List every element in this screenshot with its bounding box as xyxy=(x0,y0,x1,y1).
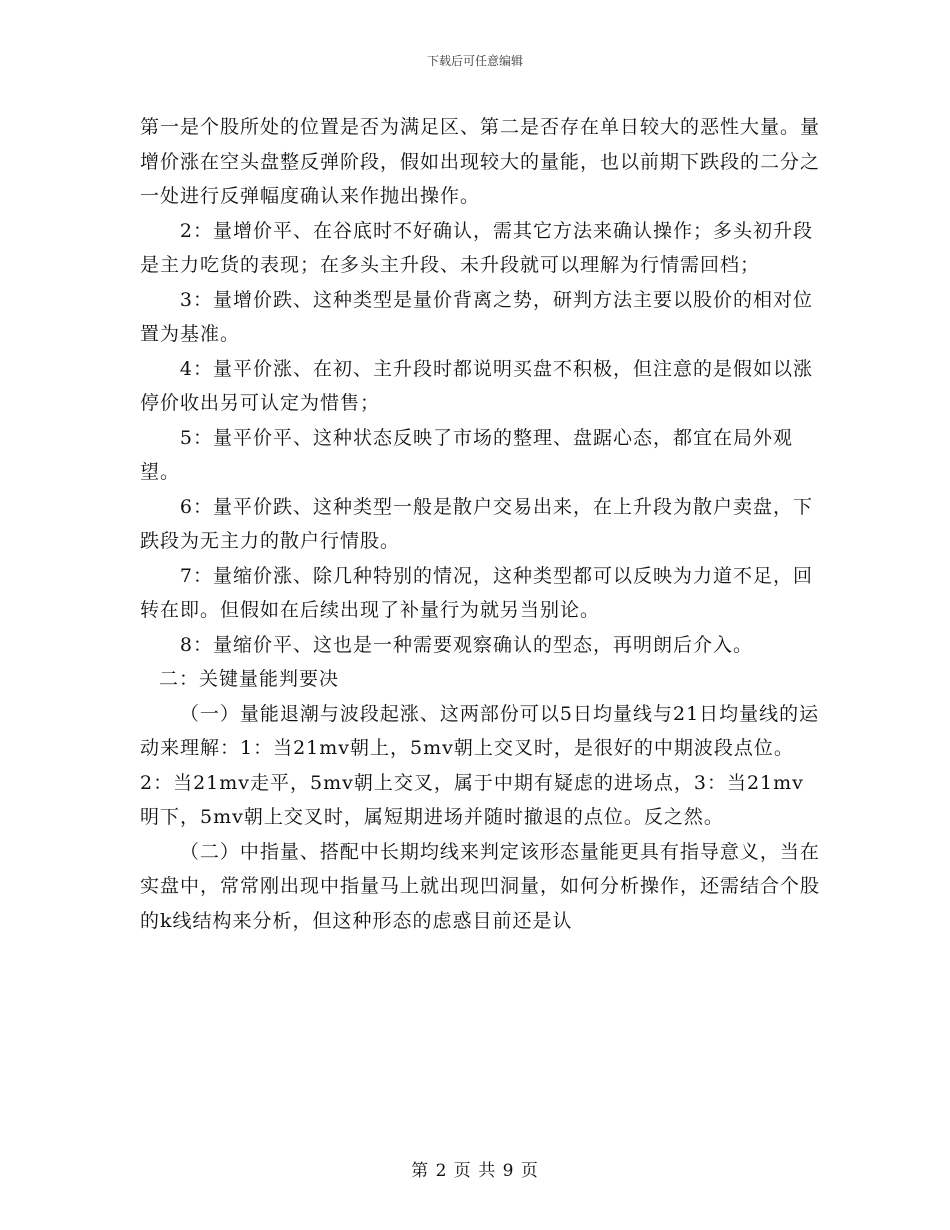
paragraph-7: 7：量缩价涨、除几种特别的情况，这种类型都可以反映为力道不足，回转在即。但假如在后续出现了补量行为就另当别论。 xyxy=(140,564,813,621)
paragraph-4: 4：量平价涨、在初、主升段时都说明买盘不积极，但注意的是假如以涨停价收出另可认定为惜售； xyxy=(140,357,813,414)
paragraph-2: 2：量增价平、在谷底时不好确认，需其它方法来确认操作；多头初升段是主力吃货的表现；在多头主升段、未升段就可以理解为行情需回档； xyxy=(140,219,813,276)
paragraph-3: 3：量增价跌、这种类型是量价背离之势，研判方法主要以股价的相对位置为基准。 xyxy=(140,288,813,345)
page-header: 下载后可任意编辑 xyxy=(426,54,523,68)
paragraph-5: 5：量平价平、这种状态反映了市场的整理、盘踞心态，都宜在局外观望。 xyxy=(140,426,793,483)
paragraph-8: 8：量缩价平、这也是一种需要观察确认的型态，再明朗后介入。 xyxy=(179,633,753,656)
page-footer: 第 2 页 共 9 页 xyxy=(411,1161,539,1181)
paragraph-9: （一）量能退潮与波段起涨、这两部份可以5日均量线与21日均量线的运动来理解：1：当21mv朝上，5mv朝上交叉时，是很好的中期波段点位。2：当21mv走平，5mv朝上交叉，属于中期有疑虑的进场点，3：当21mv明下，5mv朝上交叉时，属短期进场并随时撤退的点位。反之然。 xyxy=(140,702,820,828)
paragraph-10: （二）中指量、搭配中长期均线来判定该形态量能更具有指导意义，当在实盘中，常常刚出现中指量马上就出现凹洞量，如何分析操作，还需结合个股的k线结构来分析，但这种形态的虑惑目前还是认 xyxy=(140,840,821,932)
paragraph-1: 第一是个股所处的位置是否为满足区、第二是否存在单日较大的恶性大量。量增价涨在空头盘整反弹阶段，假如出现较大的量能，也以前期下跌段的二分之一处进行反弹幅度确认来作抛出操作。 xyxy=(140,116,821,207)
section-heading: 二：关键量能判要决 xyxy=(159,668,340,690)
document-body xyxy=(140,110,820,938)
paragraph-6: 6：量平价跌、这种类型一般是散户交易出来，在上升段为散户卖盘，下跌段为无主力的散户行情股。 xyxy=(140,495,813,552)
